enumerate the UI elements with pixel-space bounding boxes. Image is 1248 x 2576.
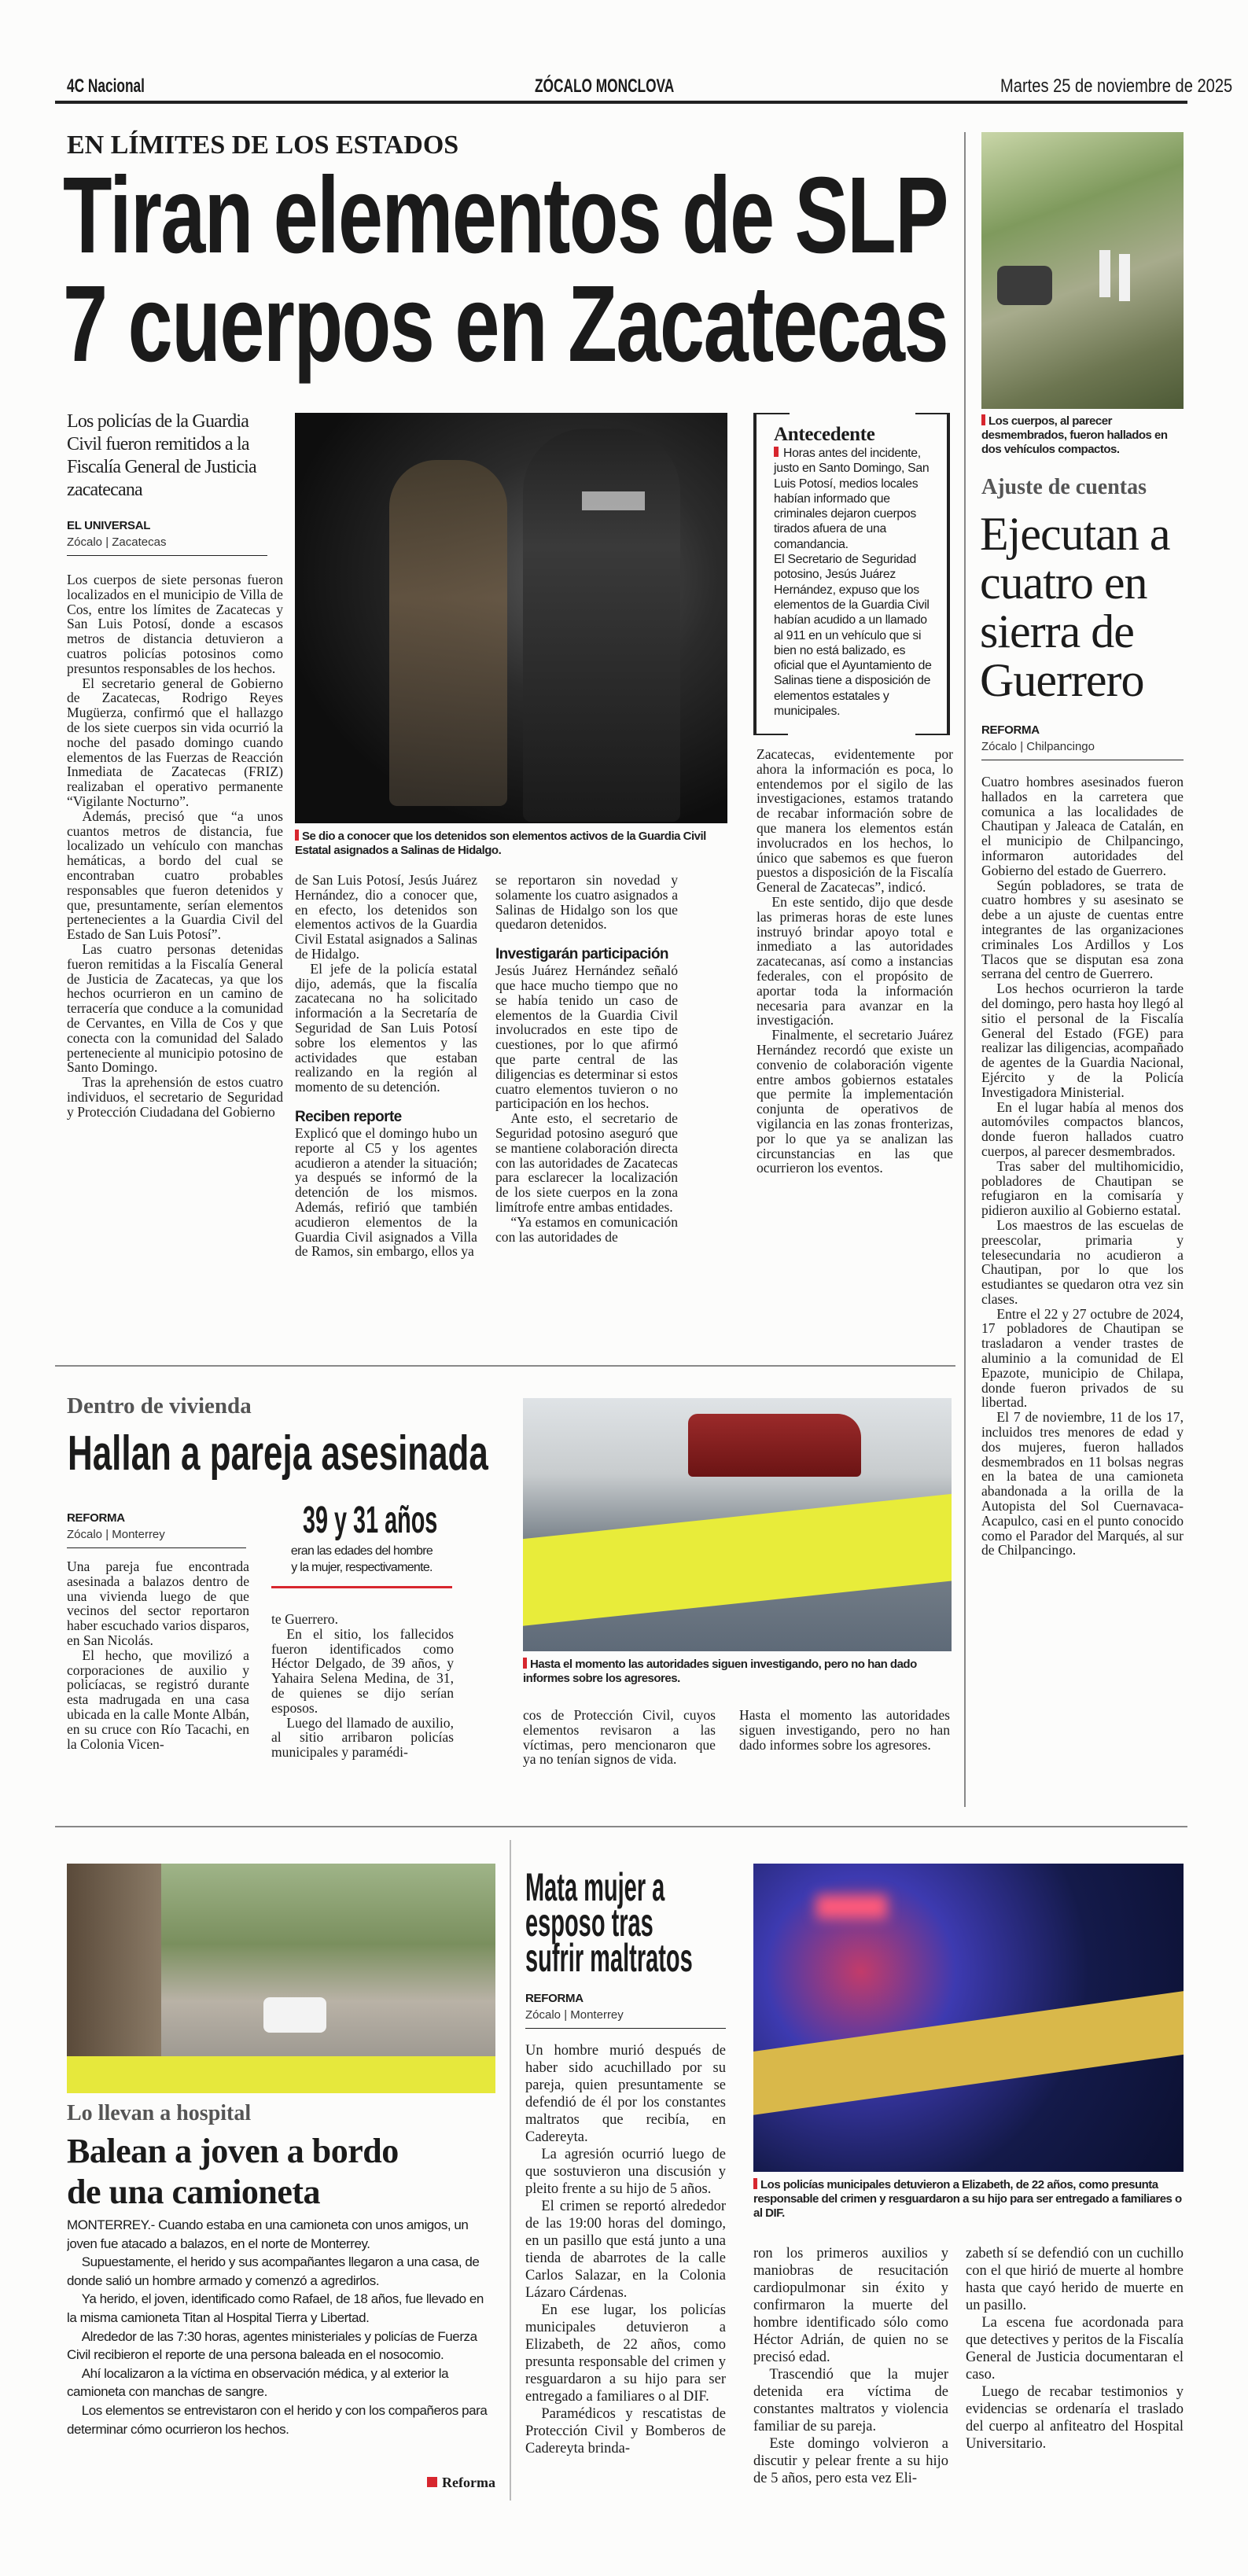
caption-text: Los policías municipales detuvieron a Elizabeth, de 22 años, como presunta responsable del crimen y resguardaron a su hijo para ser entregado a familiares o al DIF. [753, 2178, 1182, 2220]
column-divider [510, 1840, 511, 2501]
sidebar-text: Horas antes del incidente, justo en Santo Domingo, San Luis Potosí, medios locales habían informado que criminales dejaron cuerpos tirados afuera de una comandancia. [774, 447, 930, 551]
headline-line: Guerrero [980, 654, 1144, 706]
lead-column-3 [495, 873, 678, 1352]
paragraph: Los hechos ocurrieron la tarde del domingo, pero hasta hoy llegó al sitio el personal de la Fiscalía General del Estado (FGE) para realizar las diligencias, acompañado de agentes de la Guardia Nacional, Ejército y de la Policía Investigadora Ministerial. [981, 981, 1184, 1100]
credit-text: Reforma [442, 2475, 495, 2490]
balean-body [67, 2216, 495, 2452]
page-section: 4C Nacional [67, 75, 145, 97]
mata-photo [753, 1864, 1184, 2172]
photo-caution-tape [523, 1492, 952, 1627]
balean-headline [67, 2131, 495, 2213]
byline-place: Zócalo | Zacatecas [67, 535, 167, 549]
headline-line: Mata mujer a [525, 1865, 665, 1909]
caption-marker [981, 414, 985, 425]
guerrero-photo-caption [981, 414, 1184, 457]
paragraph: de San Luis Potosí, Jesús Juárez Hernández, dio a conocer que, en efecto, los detenidos son elementos activos de la Guardia Civil Estatal asignados a Salinas de Hidalgo. [295, 873, 477, 962]
lead-column-2 [295, 873, 477, 1352]
paragraph: Cuatro hombres asesinados fueron hallados en la carretera que comunica a las localidades de Chautipan y Jaleaca de Catalán, en el municipio de Chilpancingo, informaron autoridades del Gobierno del estado de Guerrero. [981, 775, 1184, 878]
paragraph: Una pareja fue encontrada asesinada a balazos dentro de una vivienda luego de que vecinos del sector reportaron haber escuchado varios disparos, en San Nicolás. [67, 1559, 249, 1648]
bracket-tick [915, 413, 947, 414]
stat-text: y la mujer, respectivamente. [291, 1561, 433, 1574]
stat-figure: 39 y 31 años [303, 1500, 438, 1541]
paragraph: Los elementos se entrevistaron con el herido y con los compañeros para determinar cómo ocurrieron los hechos. [67, 2402, 488, 2437]
lead-deck: Los policías de la Guardia Civil fueron remitidos a la Fiscalía General de Justicia zacatecana [67, 411, 256, 500]
pareja-column-2 [271, 1612, 454, 1785]
paragraph: Supuestamente, el herido y sus acompañantes llegaron a una casa, de donde salió un hombre armado y comenzó a agredirlos. [67, 2254, 480, 2288]
pareja-column-1 [67, 1559, 249, 1783]
subhead: Investigarán participación [495, 946, 668, 963]
header-rule [55, 101, 1187, 104]
lead-column-1 [67, 572, 283, 1351]
paragraph: En el lugar había al menos dos automóviles compactos blancos, donde fueron hallados cuatro cuerpos, al parecer desmembrados. [981, 1098, 1184, 1159]
paragraph: Tras saber del multihomicidio, pobladores de Chautipan se refugiaron en la comisaría y pidieron auxilio al Gobierno estatal. [981, 1157, 1184, 1219]
paragraph: Zacatecas, evidentemente por ahora la información es poca, lo entendemos por el sigilo de las investigaciones, estamos tratando de recabar información sobre de que manera los elementos están involucrados en los hechos, lo único que sabemos es que fueron puestos a disposición de la Fiscalía General de Zacatecas”, indicó. [757, 747, 953, 896]
photo-caution-tape [67, 2056, 495, 2093]
stat-box [271, 1500, 452, 1576]
byline-place: Zócalo | Monterrey [67, 1528, 165, 1541]
pareja-byline [67, 1511, 246, 1548]
pareja-photo [523, 1398, 952, 1651]
headline-line: 7 cuerpos en Zacatecas [63, 263, 948, 385]
headline-line: Ejecutan a [980, 508, 1170, 560]
photo-vehicle [997, 266, 1052, 305]
guerrero-headline [980, 510, 1184, 705]
headline-line: esposo tras [525, 1901, 653, 1945]
caption-marker [753, 2178, 757, 2189]
paragraph: Luego del llamado de auxilio, al sitio arribaron policías municipales y paramédi- [271, 1714, 454, 1761]
sidebar-paragraph [774, 446, 933, 552]
paragraph: Hasta el momento las autoridades siguen investigando, pero no han dado informes sobre los agresores. [739, 1708, 950, 1753]
paragraph: Ante esto, el secretario de Seguridad potosino aseguró que se mantiene colaboración directa con las autoridades de Zacatecas para esclarecer la localización de los siete cuerpos en la zona limítrofe entre ambas entidades. [495, 1110, 678, 1215]
byline-agency: REFORMA [67, 1511, 125, 1525]
photo-caution-tape [753, 1989, 1184, 2117]
paragraph: El secretario general de Gobierno de Zacatecas, Rodrigo Reyes Mugüerza, confirmó que el hallazgo de los siete cuerpos sin vida ocurrió la noche del pasado domingo cuando elementos de las Fuerzas de Reacción Inmediata de Zacatecas (FRIZ) realizaban el operativo permanente “Vigilante Nocturno”. [67, 675, 283, 809]
photo-truck [688, 1414, 861, 1477]
photo-car [263, 1997, 326, 2033]
pareja-kicker: Dentro de vivienda [67, 1393, 252, 1419]
paragraph: cos de Protección Civil, cuyos elementos revisaron a las víctimas, pero mencionaron que ya no tenían signos de vida. [523, 1708, 716, 1768]
photo-patch [582, 491, 645, 510]
guerrero-photo [981, 132, 1184, 409]
lead-photo [295, 413, 727, 823]
pareja-column-4 [739, 1708, 950, 1787]
photo-figure [389, 460, 507, 806]
paragraph: ron los primeros auxilios y maniobras de resucitación cardiopulmonar sin éxito y confirmaron la muerte del hombre identificado sólo como Héctor Adrián, de quien no se precisó edad. [753, 2246, 948, 2365]
caption-marker [523, 1658, 527, 1669]
paragraph: “Ya estamos en comunicación con las autoridades de [495, 1213, 678, 1245]
caption-text: Se dio a conocer que los detenidos son elementos activos de la Guardia Civil Estatal asignados a Salinas de Hidalgo. [295, 830, 706, 857]
lead-kicker: EN LÍMITES DE LOS ESTADOS [67, 131, 459, 160]
paragraph: Un hombre murió después de haber sido acuchillado por su pareja, quien presuntamente se defendió de él por los constantes maltratos que recibía, en Cadereyta. [525, 2043, 726, 2145]
lead-byline [67, 519, 267, 556]
paragraph: Luego de recabar testimonios y evidencias se ordenaría el traslado del cuerpo al anfiteatro del Hospital Universitario. [966, 2384, 1184, 2452]
paragraph: se reportaron sin novedad y solamente los cuatro asignados a Salinas de Hidalgo son los que quedaron detenidos. [495, 873, 678, 933]
guerrero-body [981, 775, 1184, 1797]
section-divider [55, 1826, 1187, 1827]
caption-text: Hasta el momento las autoridades siguen investigando, pero no han dado informes sobre los agresores. [523, 1658, 917, 1685]
sidebar-marker [774, 447, 779, 457]
column-divider [964, 132, 966, 1807]
headline-line: de una camioneta [67, 2173, 320, 2211]
photo-figure [1119, 254, 1130, 301]
lead-photo-caption [295, 830, 727, 858]
paragraph: Este domingo volvieron a discutir y pelear frente a su hijo de 5 años, pero esta vez Eli- [753, 2436, 948, 2486]
credit-marker [427, 2477, 437, 2487]
guerrero-kicker: Ajuste de cuentas [981, 475, 1147, 499]
bracket-tick [757, 413, 788, 414]
paragraph: En este sentido, dijo que desde las primeras horas de este lunes instruyó brindar apoyo total e inmediato a las autoridades zacatecanas, así como a instancias federales, con el propósito de aportar toda la información necesaria para avanzar en la investigación. [757, 893, 953, 1029]
mata-photo-caption [753, 2178, 1184, 2221]
paragraph: Según pobladores, se trata de cuatro hombres y su asesinato se debe a un ajuste de cuentas entre integrantes de las organizaciones criminales Los Ardillos y Los Tlacos que se disputan esa zona serrana del centro de Guerrero. [981, 877, 1184, 982]
photo-figure [1099, 250, 1110, 297]
paragraph: El crimen se reportó alrededor de las 19:00 horas del domingo, en un pasillo que está junto a una tienda de abarrotes de la calle Carlos Salazar, en la Colonia Lázaro Cárdenas. [525, 2199, 726, 2301]
paragraph: La escena fue acordonada para que detectives y peritos de la Fiscalía General de Justicia documentaran el caso. [966, 2315, 1184, 2383]
balean-kicker: Lo llevan a hospital [67, 2101, 252, 2125]
paragraph: Los maestros de las escuelas de preescolar, primaria y telesecundaria no acudieron a Chautipan, por lo que los estudiantes se quedaron otra vez sin clases. [981, 1216, 1184, 1307]
paragraph: La agresión ocurrió luego de que sostuvieron una discusión y pleito frente a su hijo de 5 años. [525, 2147, 726, 2197]
pareja-headline: Hallan a pareja asesinada [68, 1426, 488, 1481]
balean-photo [67, 1864, 495, 2093]
sidebar-title: Antecedente [774, 424, 875, 445]
paragraph: MONTERREY.- Cuando estaba en una camioneta con unos amigos, un joven fue atacado a balazos, en el norte de Monterrey. [67, 2217, 469, 2251]
sidebar-paragraph: El Secretario de Seguridad potosino, Jesús Juárez Hernández, expuso que los elementos de la Guardia Civil habían acudido a un llamado al 911 en un vehículo que si bien no está balizado, es oficial que el Ayuntamiento de Salinas tiene a disposición de elementos estatales y municipales. [774, 553, 932, 719]
paragraph: El hecho, que movilizó a corporaciones de auxilio y policíacas, se registró durante esta madrugada en una casa ubicada en la calle Monte Albán, en su cruce con Río Tacachi, en la Colonia Vicen- [67, 1647, 249, 1752]
stat-rule [271, 1586, 452, 1588]
headline-line: Balean a joven a bordo [67, 2132, 399, 2170]
mata-byline [525, 1992, 726, 2029]
headline-line: sierra de [980, 605, 1134, 657]
paragraph: Alrededor de las 7:30 horas, agentes ministeriales y policías de Fuerza Civil recibieron el reporte de una persona baleada en el nosocomio. [67, 2328, 477, 2363]
pareja-column-3 [523, 1708, 716, 1787]
headline-line: Tiran elementos de SLP [63, 155, 948, 276]
headline-line: cuatro en [980, 557, 1147, 609]
paragraph: Los cuerpos de siete personas fueron localizados en el municipio de Villa de Cos, entre los límites de Zacatecas y San Luis Potosí, donde a escasos metros de distancia detuvieron a cuatros policías potosinos como presuntos responsables de los hechos. [67, 572, 283, 676]
paragraph: Tras la aprehensión de estos cuatro individuos, el secretario de Seguridad y Protección Ciudadana del Gobierno [67, 1074, 283, 1120]
paragraph: Paramédicos y rescatistas de Protección Civil y Bomberos de Cadereyta brinda- [525, 2406, 726, 2456]
pareja-photo-caption [523, 1658, 952, 1686]
stat-text: eran las edades del hombre [290, 1544, 433, 1558]
paragraph: Además, precisó que “a unos cuantos metros de distancia, fue localizado un vehículo con manchas hemáticas, a bordo del cual se encontraban cuatro probables responsables que fueron detenidos y que, presuntamente, serían elementos pertenecientes a la Guardia Civil del Estado de San Luis Potosí”. [67, 808, 283, 943]
guerrero-byline [981, 723, 1184, 760]
byline-agency: REFORMA [981, 723, 1040, 737]
byline-agency: REFORMA [525, 1992, 584, 2005]
mata-column-2 [753, 2245, 948, 2504]
subhead: Reciben reporte [295, 1108, 402, 1125]
paragraph: te Guerrero. [271, 1612, 338, 1627]
photo-siren-light [816, 1895, 887, 1919]
balean-credit [409, 2475, 495, 2491]
lead-headline [63, 155, 948, 385]
headline-line: sufrir maltratos [525, 1936, 693, 1980]
newspaper-name: ZÓCALO MONCLOVA [535, 75, 675, 97]
photo-figure [523, 429, 680, 822]
paragraph: Ya herido, el joven, identificado como Rafael, de 18 años, fue llevado en la misma camioneta Titan al Hospital Tierra y Libertad. [67, 2291, 484, 2325]
mata-headline [525, 1865, 738, 1980]
lead-column-4 [757, 747, 953, 1349]
paragraph: Jesús Juárez Hernández señaló que hace mucho tiempo que no se había tenido un caso de elementos de la Guardia Civil involucrados en este tipo de cuestiones, por lo que afirmó que parte central de las diligencias es determinar si estos cuatro elementos tuvieron o no participación en los hechos. [495, 962, 678, 1112]
byline-agency: EL UNIVERSAL [67, 519, 151, 532]
paragraph: El 7 de noviembre, 11 de los 17, incluidos tres menores de edad y dos mujeres, fueron hallados desmembrados en 11 bolsas negras en la batea de una camioneta abandonada a la orilla de la Autopista del Sol Cuernavaca-Acapulco, casi en el punto conocido como el Parador del Marqués, al sur de Chilpancingo. [981, 1409, 1184, 1558]
paragraph: En el sitio, los fallecidos fueron identificados como Héctor Delgado, de 39 años, y Yahaira Selena Medina, de 31, de quienes se dijo serían esposos. [271, 1625, 454, 1716]
paragraph: Explicó que el domingo hubo un reporte al C5 y los agentes acudieron a atender la situación; ya después se informó de la detención de los mismos. Además, refirió que también acudieron elementos de la Guardia Civil asignados a Villa de Ramos, sin embargo, ellos ya [295, 1124, 477, 1260]
paragraph: En ese lugar, los policías municipales detuvieron a Elizabeth, de 22 años, como presunta responsable del crimen y resguardaron a su hijo para ser entregado a familiares o al DIF. [525, 2302, 726, 2405]
paragraph: Entre el 22 y 27 octubre de 2024, 17 pobladores de Chautipan se trasladaron a vender trastes de aluminio a la comunidad de El Epazote, municipio de Chilapa, donde fueron privados de su libertad. [981, 1305, 1184, 1411]
bracket-tick [757, 734, 788, 735]
paragraph: Las cuatro personas detenidas fueron remitidas a la Fiscalía General de Justicia de Zacatecas, ya que los hechos ocurrieron en un camino de terracería que conduce a la comunidad de Cervantes, en Villa de Cos y que conecta con la comunidad del Salado perteneciente al municipio potosino de Santo Domingo. [67, 940, 283, 1076]
issue-date: Martes 25 de noviembre de 2025 [1000, 75, 1233, 97]
byline-place: Zócalo | Chilpancingo [981, 740, 1095, 753]
paragraph: zabeth sí se defendió con un cuchillo con el que hirió de muerte al hombre hasta que cayó herido de muerte en un pasillo. [966, 2246, 1184, 2313]
mata-column-1 [525, 2042, 726, 2502]
section-divider [55, 1365, 955, 1367]
paragraph: Finalmente, el secretario Juárez Hernández recordó que existe un convenio de colaboración vigente entre ambos gobiernos estatales que permite la implementación conjunta de operativos de vigilancia en las zonas fronterizas, por lo que ya se analizan las circunstancias en las que ocurrieron los eventos. [757, 1027, 953, 1176]
mata-column-3 [966, 2245, 1184, 2504]
paragraph: El jefe de la policía estatal dijo, además, que la fiscalía zacatecana no ha solicitado información a la Secretaría de Seguridad de San Luis Potosí sobre los elementos y las actividades que estaban realizando en la región al momento de su detención. [295, 960, 477, 1095]
paragraph: Ahí localizaron a la víctima en observación médica, y al exterior la camioneta con manchas de sangre. [67, 2365, 449, 2400]
bracket-tick [915, 734, 947, 735]
caption-marker [295, 830, 299, 841]
paragraph: Trascendió que la mujer detenida era víctima de constantes maltratos y violencia familiar de su pareja. [753, 2367, 948, 2434]
caption-text: Los cuerpos, al parecer desmembrados, fueron hallados en dos vehículos compactos. [981, 414, 1168, 456]
byline-place: Zócalo | Monterrey [525, 2008, 624, 2022]
antecedente-sidebar [753, 413, 950, 735]
